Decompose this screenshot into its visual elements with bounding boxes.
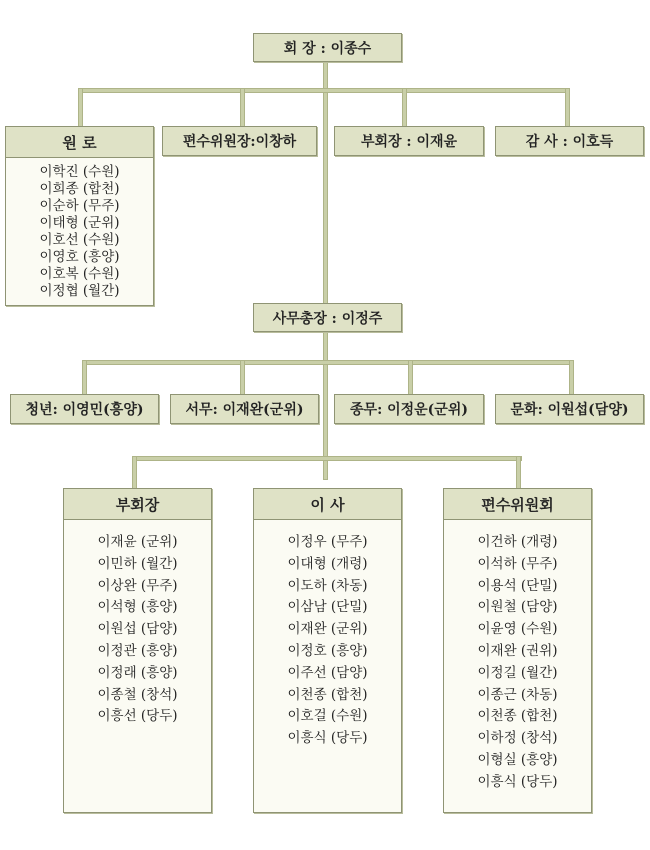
list-item: 이삼남 (단밀) (287, 599, 368, 616)
list-item: 이정관 (흥양) (97, 642, 178, 659)
list-item: 이흥식 (당두) (287, 730, 368, 747)
list-item: 이재윤 (군위) (97, 534, 178, 550)
list-item: 이형실 (흥양) (477, 751, 558, 768)
connector-dept-culture (569, 360, 574, 396)
connector-tier3-horizontal (132, 456, 522, 461)
editors-title: 편수위원회 (444, 489, 591, 520)
secretary-general-box: 사무총장 : 이정주 (253, 303, 402, 332)
list-item: 이희종 (합천) (39, 181, 120, 197)
auditor-box: 감 사 : 이호득 (495, 126, 644, 156)
connector-president-down (323, 62, 328, 480)
connector-dept-admin (240, 360, 245, 396)
list-item: 이학진 (수원) (39, 164, 120, 180)
list-item: 이종철 (창석) (97, 686, 178, 703)
editors-panel (443, 488, 592, 813)
list-item: 이민하 (월간) (97, 555, 178, 572)
connector-tier1-horizontal (78, 88, 570, 93)
list-item: 이재완 (군위) (287, 621, 368, 638)
dept-youth-box: 청년: 이영민(흥양) (10, 394, 159, 424)
list-item: 이정호 (흥양) (287, 642, 368, 659)
list-item: 이원섭 (담양) (97, 621, 178, 638)
editor-chair-box: 편수위원장:이창하 (162, 126, 317, 156)
list-item: 이윤영 (수원) (477, 621, 558, 638)
list-item: 이건하 (개령) (477, 534, 558, 550)
list-item: 이흥식 (당두) (477, 773, 558, 790)
directors-list (254, 520, 401, 750)
vice-presidents-list (64, 520, 211, 728)
connector-vice-president (402, 88, 407, 128)
list-item: 이정우 (무주) (287, 534, 368, 550)
list-item: 이용석 (단밀) (477, 577, 558, 594)
dept-religious-box: 종무: 이정운(군위) (334, 394, 484, 424)
list-item: 이정협 (월간) (39, 283, 120, 299)
editors-list (444, 520, 591, 794)
connector-vice-presidents-panel (132, 456, 137, 490)
list-item: 이석하 (무주) (477, 555, 558, 572)
list-item: 이종근 (차동) (477, 686, 558, 703)
list-item: 이태형 (군위) (39, 215, 120, 231)
list-item: 이영호 (흥양) (39, 249, 120, 265)
list-item: 이순하 (무주) (39, 198, 120, 214)
connector-dept-religious (408, 360, 413, 396)
list-item: 이천종 (합천) (477, 708, 558, 725)
elders-panel (5, 126, 154, 306)
connector-auditor (565, 88, 570, 128)
connector-elders (78, 88, 83, 128)
directors-panel (253, 488, 402, 813)
connector-editor-chair (240, 88, 245, 128)
dept-culture-box: 문화: 이원섭(담양) (495, 394, 644, 424)
vice-president-box: 부회장 : 이재윤 (334, 126, 484, 156)
elders-list (6, 158, 153, 300)
list-item: 이정길 (월간) (477, 664, 558, 681)
list-item: 이호선 (수원) (39, 232, 120, 248)
list-item: 이재완 (권위) (477, 642, 558, 659)
list-item: 이상완 (무주) (97, 577, 178, 594)
vice-presidents-title: 부회장 (64, 489, 211, 520)
list-item: 이호걸 (수원) (287, 708, 368, 725)
dept-admin-box: 서무: 이재완(군위) (170, 394, 319, 424)
list-item: 이석형 (흥양) (97, 599, 178, 616)
president-box: 회 장 : 이종수 (253, 33, 402, 62)
connector-tier2-horizontal (82, 360, 574, 365)
list-item: 이주선 (담양) (287, 664, 368, 681)
list-item: 이도하 (차동) (287, 577, 368, 594)
list-item: 이원철 (담양) (477, 599, 558, 616)
list-item: 이정래 (흥양) (97, 664, 178, 681)
list-item: 이하정 (창석) (477, 730, 558, 747)
list-item: 이대형 (개령) (287, 555, 368, 572)
vice-presidents-panel (63, 488, 212, 813)
elders-title: 원 로 (6, 127, 153, 158)
list-item: 이흥선 (당두) (97, 708, 178, 725)
directors-title: 이 사 (254, 489, 401, 520)
list-item: 이천종 (합천) (287, 686, 368, 703)
list-item: 이호복 (수원) (39, 266, 120, 282)
connector-dept-youth (82, 360, 87, 396)
connector-editors-panel (516, 456, 521, 490)
